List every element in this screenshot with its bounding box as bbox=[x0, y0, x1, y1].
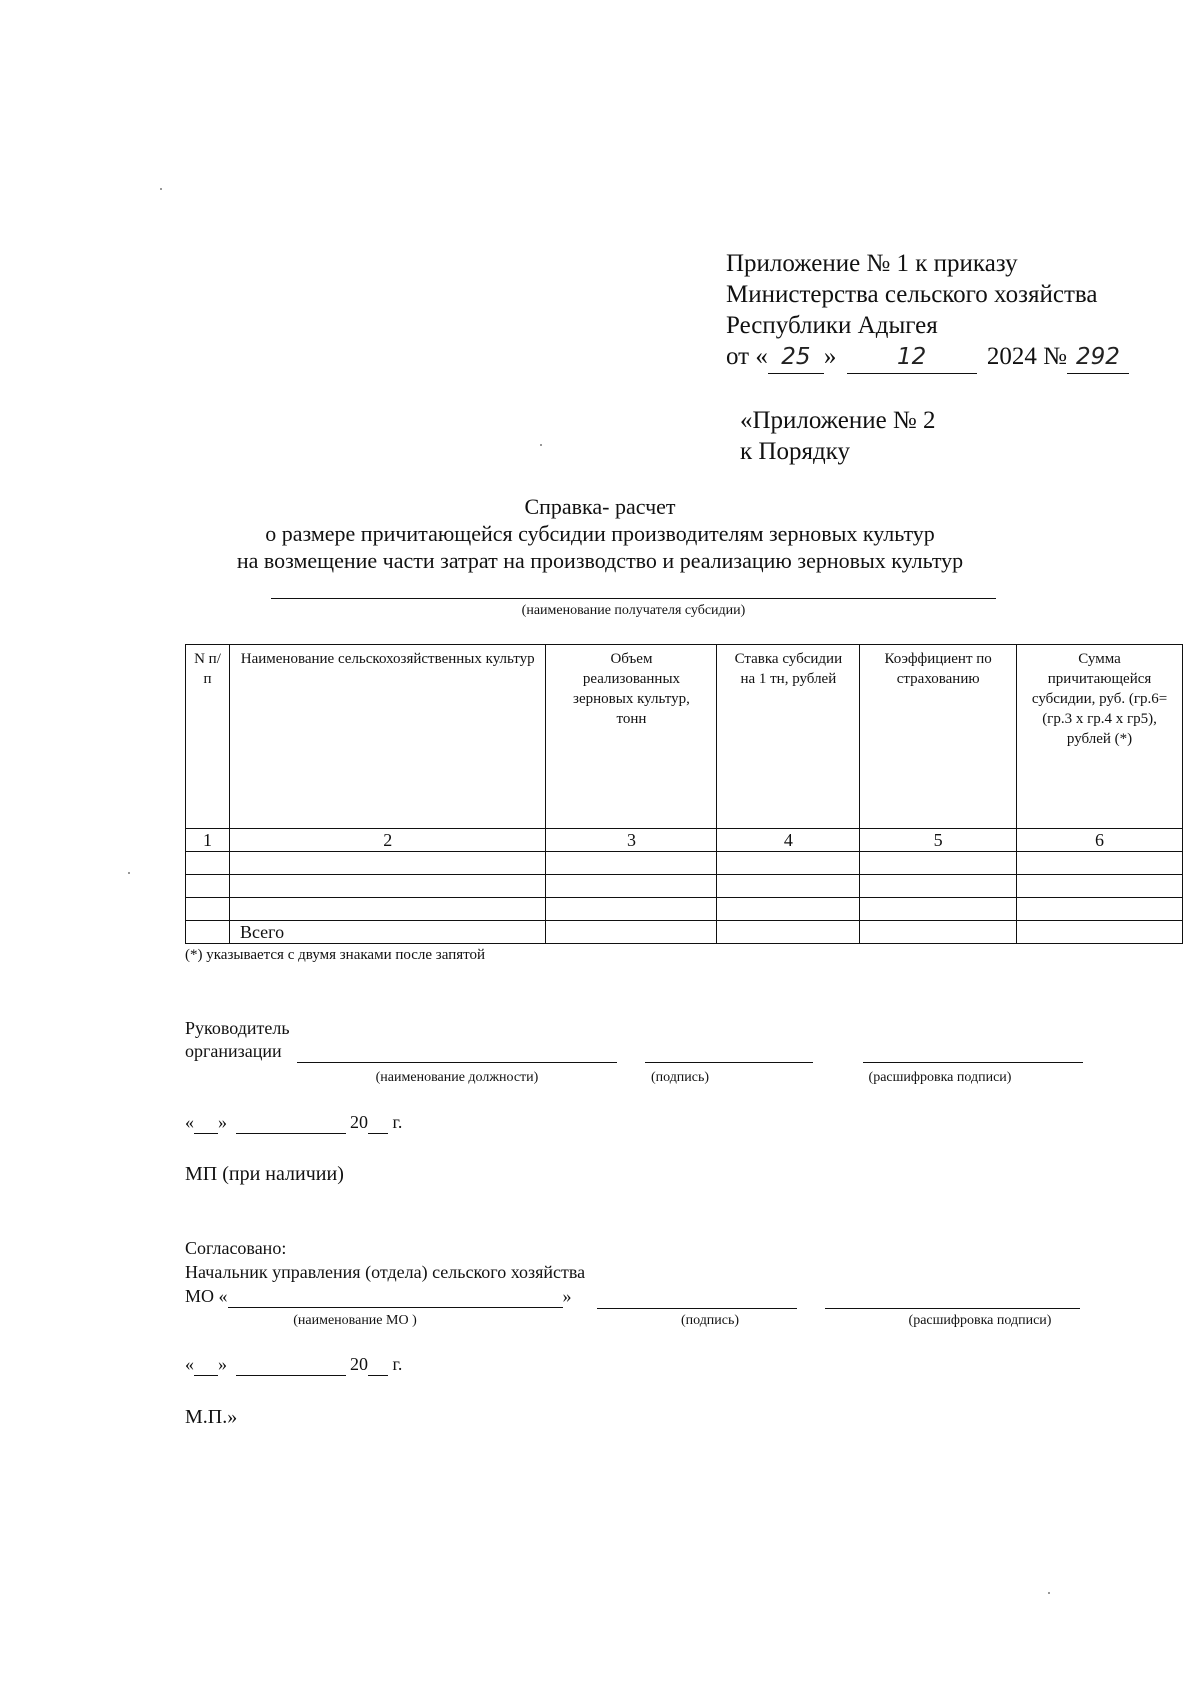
agreed-caption-signature: (подпись) bbox=[680, 1313, 740, 1328]
footnote: (*) указывается с двумя знаками после запятой bbox=[185, 947, 486, 963]
scan-speck bbox=[540, 444, 542, 446]
table-row bbox=[186, 875, 1183, 898]
mo-name-line bbox=[228, 1286, 563, 1308]
date-day-handwritten: 25 bbox=[768, 342, 824, 374]
header-col-3: Объем реализованных зерновых культур, тонн bbox=[546, 645, 717, 829]
date-year: 20 bbox=[350, 1112, 368, 1132]
date-year: 20 bbox=[350, 1354, 368, 1374]
caption-signature: (подпись) bbox=[650, 1070, 710, 1085]
signature-line bbox=[645, 1062, 813, 1063]
table-row bbox=[186, 852, 1183, 875]
annex-line-1: «Приложение № 2 bbox=[740, 407, 936, 434]
date-year-number-label: 2024 № bbox=[986, 343, 1067, 370]
scan-speck bbox=[1048, 1592, 1050, 1594]
recipient-name-line bbox=[271, 598, 996, 599]
header-date-line bbox=[726, 341, 1129, 374]
agreed-caption-decode: (расшифровка подписи) bbox=[908, 1313, 1052, 1328]
recipient-caption: (наименование получателя субсидии) bbox=[521, 603, 746, 618]
date-open: « bbox=[185, 1112, 194, 1132]
col-number-6: 6 bbox=[1017, 829, 1183, 852]
date-suffix: г. bbox=[392, 1354, 403, 1374]
title-line-3: на возмещение части затрат на производство и реализацию зерновых культур bbox=[236, 548, 964, 573]
column-number-row bbox=[186, 829, 1183, 852]
header-col-2: Наименование сельскохозяйственных культур bbox=[229, 645, 546, 829]
mo-line bbox=[185, 1286, 572, 1308]
head-label-1: Руководитель bbox=[185, 1018, 290, 1038]
signature-decode-line bbox=[863, 1062, 1083, 1063]
col-number-1: 1 bbox=[186, 829, 230, 852]
header-line-2: Министерства сельского хозяйства bbox=[726, 281, 1098, 308]
procedure-annex bbox=[740, 405, 936, 467]
date-suffix: г. bbox=[392, 1112, 403, 1132]
date-prefix: от « bbox=[726, 343, 768, 370]
date-close: » bbox=[218, 1354, 227, 1374]
date-close: » bbox=[218, 1112, 227, 1132]
header-col-6: Сумма причитающейся субсидии, руб. (гр.6= (гр.3 х гр.4 х гр5), рублей (*) bbox=[1017, 645, 1183, 829]
date-line-2 bbox=[185, 1354, 402, 1376]
seal-note-1: МП (при наличии) bbox=[185, 1163, 344, 1185]
header-col-1: N п/ п bbox=[186, 645, 230, 829]
scan-speck bbox=[128, 872, 130, 874]
col-number-4: 4 bbox=[717, 829, 860, 852]
caption-mo: (наименование МО ) bbox=[293, 1313, 417, 1328]
mo-suffix: » bbox=[562, 1286, 572, 1306]
caption-decode: (расшифровка подписи) bbox=[868, 1070, 1012, 1085]
table-row bbox=[186, 898, 1183, 921]
date-line-1 bbox=[185, 1112, 402, 1134]
agreed-decode-line bbox=[825, 1308, 1080, 1309]
head-label-2: организации bbox=[185, 1041, 282, 1061]
total-row bbox=[186, 921, 1183, 944]
col-number-3: 3 bbox=[546, 829, 717, 852]
header-col-4: Ставка субсидии на 1 тн, рублей bbox=[717, 645, 860, 829]
subsidy-calculation-table bbox=[185, 644, 1183, 944]
date-month-handwritten: 12 bbox=[847, 342, 977, 374]
total-label: Всего bbox=[229, 921, 546, 944]
col-number-5: 5 bbox=[860, 829, 1017, 852]
scan-speck bbox=[160, 188, 162, 190]
agreed-signature-line bbox=[597, 1308, 797, 1309]
col-number-2: 2 bbox=[229, 829, 546, 852]
caption-position: (наименование должности) bbox=[375, 1070, 539, 1085]
agreed-position: Начальник управления (отдела) сельского хозяйства bbox=[185, 1262, 586, 1282]
header-col-5: Коэффициент по страхованию bbox=[860, 645, 1017, 829]
title-line-1: Справка- расчет bbox=[524, 494, 676, 519]
agreed-label: Согласовано: bbox=[185, 1238, 287, 1258]
seal-note-2: М.П.» bbox=[185, 1406, 238, 1428]
header-line-1: Приложение № 1 к приказу bbox=[726, 250, 1018, 277]
mo-prefix: МО « bbox=[185, 1286, 228, 1306]
annex-line-2: к Порядку bbox=[740, 438, 850, 465]
date-open: « bbox=[185, 1354, 194, 1374]
order-annex-header bbox=[726, 248, 1129, 374]
date-close: » bbox=[823, 343, 837, 370]
header-line-3: Республики Адыгея bbox=[726, 312, 938, 339]
order-number-handwritten: 292 bbox=[1067, 342, 1129, 374]
position-line bbox=[297, 1062, 617, 1063]
title-line-2: о размере причитающейся субсидии производителям зерновых культур bbox=[265, 521, 935, 546]
table-header-row bbox=[186, 645, 1183, 829]
document-title bbox=[0, 493, 1200, 574]
